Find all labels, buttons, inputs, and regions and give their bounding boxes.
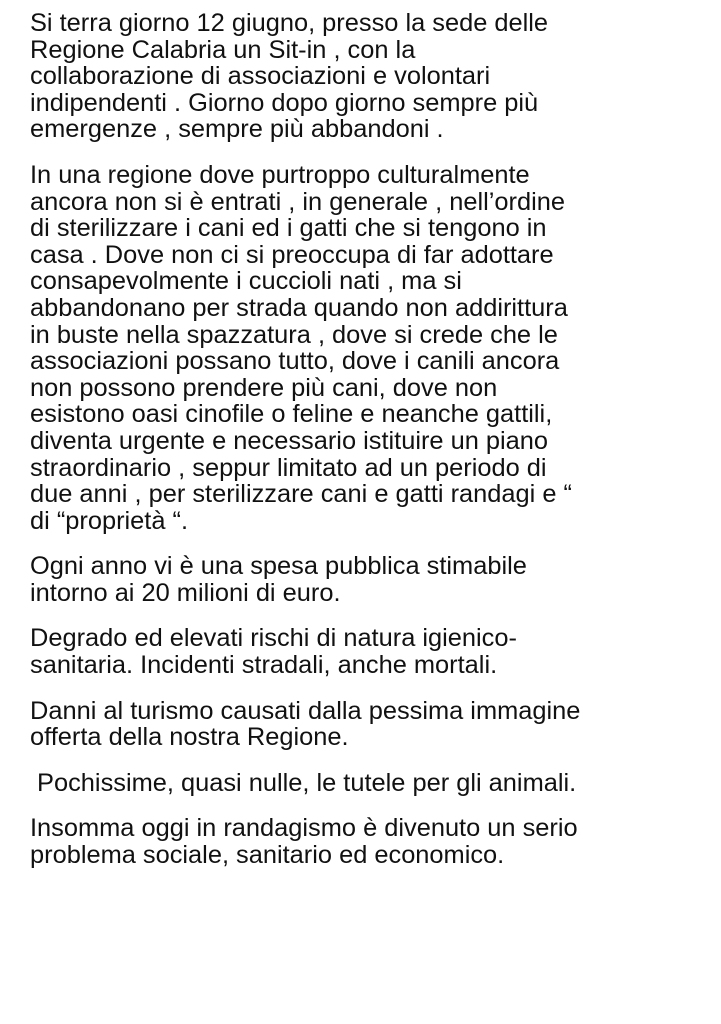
text-line: emergenze , sempre più abbandoni . bbox=[30, 115, 444, 144]
text-line: diventa urgente e necessario istituire un piano bbox=[30, 426, 549, 455]
text-line: Si terra giorno 12 giugno, presso la sede delle bbox=[30, 9, 549, 37]
text-line: di “proprietà “. bbox=[30, 506, 189, 535]
text-line: offerta della nostra Regione. bbox=[30, 723, 349, 752]
text-line: sanitaria. Incidenti stradali, anche mortali. bbox=[30, 651, 498, 680]
document-body bbox=[30, 10, 710, 888]
text-line: problema sociale, sanitario ed economico. bbox=[30, 841, 505, 870]
text-line: Regione Calabria un Sit-in , con la bbox=[30, 35, 416, 64]
text-line: collaborazione di associazioni e volontari bbox=[30, 62, 491, 91]
text-line: Pochissime, quasi nulle, le tutele per gli animali. bbox=[30, 768, 577, 797]
text-line: ancora non si è entrati , in generale , nell’ordine bbox=[30, 187, 565, 216]
text-line: Insomma oggi in randagismo è divenuto un serio bbox=[30, 814, 578, 843]
paragraph-health-risks bbox=[30, 625, 710, 678]
paragraph-sit-in bbox=[30, 10, 710, 143]
text-line: esistono oasi cinofile o feline e neanche gattili, bbox=[30, 400, 553, 429]
paragraph-sterilization bbox=[30, 162, 710, 534]
text-line: abbandonano per strada quando non addirittura bbox=[30, 293, 568, 322]
text-line: di sterilizzare i cani ed i gatti che si tengono in bbox=[30, 214, 547, 243]
text-line: indipendenti . Giorno dopo giorno sempre più bbox=[30, 88, 539, 117]
text-line: non possono prendere più cani, dove non bbox=[30, 373, 498, 402]
text-line: Ogni anno vi è una spesa pubblica stimabile bbox=[30, 552, 527, 581]
text-line: in buste nella spazzatura , dove si crede che le bbox=[30, 320, 558, 349]
text-line: associazioni possano tutto, dove i canili ancora bbox=[30, 347, 560, 376]
text-line: straordinario , seppur limitato ad un periodo di bbox=[30, 453, 547, 482]
text-line: Degrado ed elevati rischi di natura igienico- bbox=[30, 624, 517, 653]
paragraph-animal-protection bbox=[30, 770, 710, 797]
text-line: casa . Dove non ci si preoccupa di far adottare bbox=[30, 240, 554, 269]
text-line: In una regione dove purtroppo culturalmente bbox=[30, 160, 530, 189]
paragraph-tourism-damage bbox=[30, 698, 710, 751]
text-line: consapevolmente i cuccioli nati , ma si bbox=[30, 267, 462, 296]
text-line: Danni al turismo causati dalla pessima immagine bbox=[30, 696, 581, 725]
text-line: intorno ai 20 milioni di euro. bbox=[30, 578, 341, 607]
paragraph-public-spending bbox=[30, 553, 710, 606]
paragraph-conclusion bbox=[30, 815, 710, 868]
text-line: due anni , per sterilizzare cani e gatti randagi e “ bbox=[30, 480, 572, 509]
